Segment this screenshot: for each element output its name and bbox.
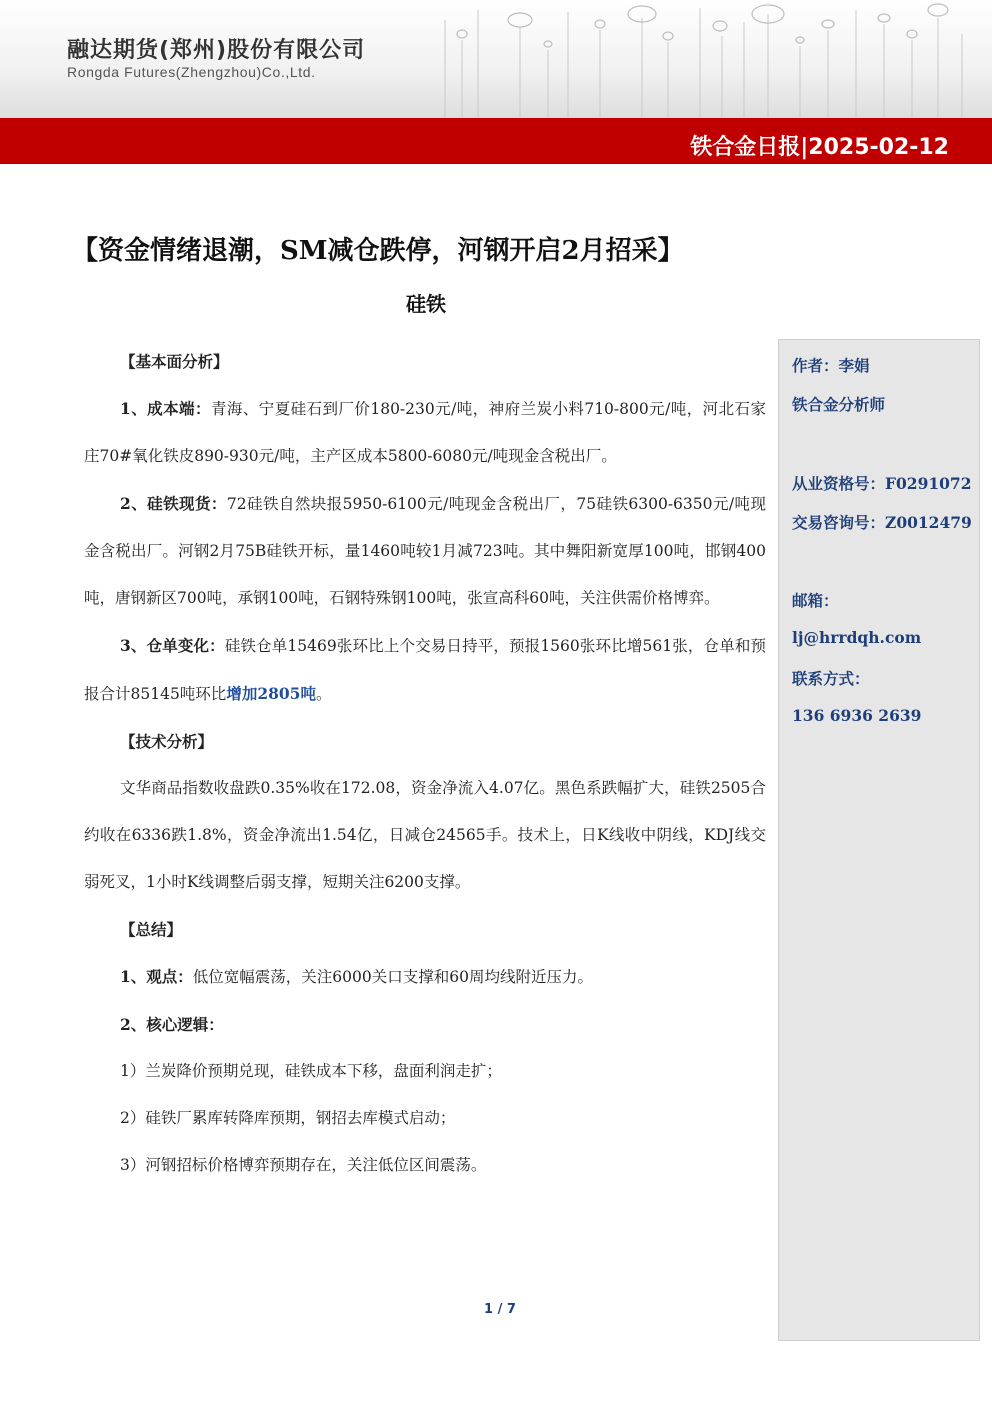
text-warehouse-end: 。 [315, 685, 332, 703]
company-name-cn: 融达期货(郑州)股份有限公司 [67, 38, 366, 63]
section-heading-summary: 【总结】 [120, 920, 183, 939]
page-number: 1 / 7 [484, 1302, 516, 1317]
list-item: 2）硅铁厂累库转降库预期，钢招去库模式启动； [120, 1109, 456, 1127]
label-spot: 2、硅铁现货： [120, 494, 227, 513]
company-name-en: Rongda Futures(Zhengzhou)Co.,Ltd. [67, 64, 316, 80]
email-label: 邮箱： [792, 591, 839, 610]
paragraph-warehouse [84, 622, 766, 718]
label-warehouse: 3、仓单变化： [120, 636, 225, 655]
page-subtitle: 硅铁 [406, 292, 446, 316]
list-item: 3）河钢招标价格博弈预期存在，关注低位区间震荡。 [120, 1156, 487, 1174]
contact-label: 联系方式： [792, 669, 870, 688]
qualification-number: 从业资格号：F0291072 [792, 474, 972, 493]
label-cost: 1、成本端： [120, 399, 211, 418]
label-view: 1、观点： [120, 967, 193, 986]
paragraph-cost [84, 385, 766, 480]
text-warehouse: 硅铁仓单15469张环比上个交易日持平，预报1560张环比增561张，仓单和预报合计85145吨环比 [84, 637, 766, 703]
text-view: 低位宽幅震荡，关注6000关口支撑和60周均线附近压力。 [192, 968, 593, 986]
label-logic: 2、核心逻辑： [120, 1015, 224, 1034]
email-link[interactable]: lj@hrrdqh.com [792, 628, 922, 647]
page-title: 【资金情绪退潮，SM减仓跌停，河钢开启2月招采】 [72, 236, 684, 266]
paragraph-technical: 文华商品指数收盘跌0.35%收在172.08，资金净流入4.07亿。黑色系跌幅扩大，硅铁2505合约收在6336跌1.8%，资金净流出1.54亿，日减仓24565手。技术上，日K线收中阴线，KDJ线交弱死叉，1小时K线调整后弱支撑，短期关注6200支撑。 [84, 779, 766, 891]
author-role: 铁合金分析师 [792, 395, 886, 414]
section-heading-technical: 【技术分析】 [120, 732, 214, 751]
phone-number: 136 6936 2639 [792, 706, 922, 725]
text-spot: 72硅铁自然块报5950-6100元/吨现金含税出厂，75硅铁6300-6350元/吨现金含税出厂。河钢2月75B硅铁开标，量1460吨较1月减723吨。其中舞阳新宽厚100吨，邯钢400吨，唐钢新区700吨，承钢100吨，石钢特殊钢100吨，张宣高科60吨，关注供需价格博弈。 [84, 495, 766, 607]
report-body [84, 338, 766, 1189]
section-heading-fundamental: 【基本面分析】 [120, 352, 229, 371]
consult-number: 交易咨询号：Z0012479 [792, 513, 972, 532]
report-title: 铁合金日报|2025-02-12 [690, 135, 949, 160]
highlight-increase: 增加2805吨 [226, 684, 316, 703]
author-name: 作者：李娟 [792, 356, 870, 375]
list-item: 1）兰炭降价预期兑现，硅铁成本下移，盘面利润走扩； [120, 1062, 502, 1080]
paragraph-spot [84, 480, 766, 622]
text-cost: 青海、宁夏硅石到厂价180-230元/吨，神府兰炭小料710-800元/吨，河北石家庄70#氧化铁皮890-930元/吨，主产区成本5800-6080元/吨现金含税出厂。 [84, 400, 766, 465]
author-sidebar [778, 339, 980, 1341]
paragraph-view [84, 953, 766, 1001]
header-banner [0, 0, 992, 118]
